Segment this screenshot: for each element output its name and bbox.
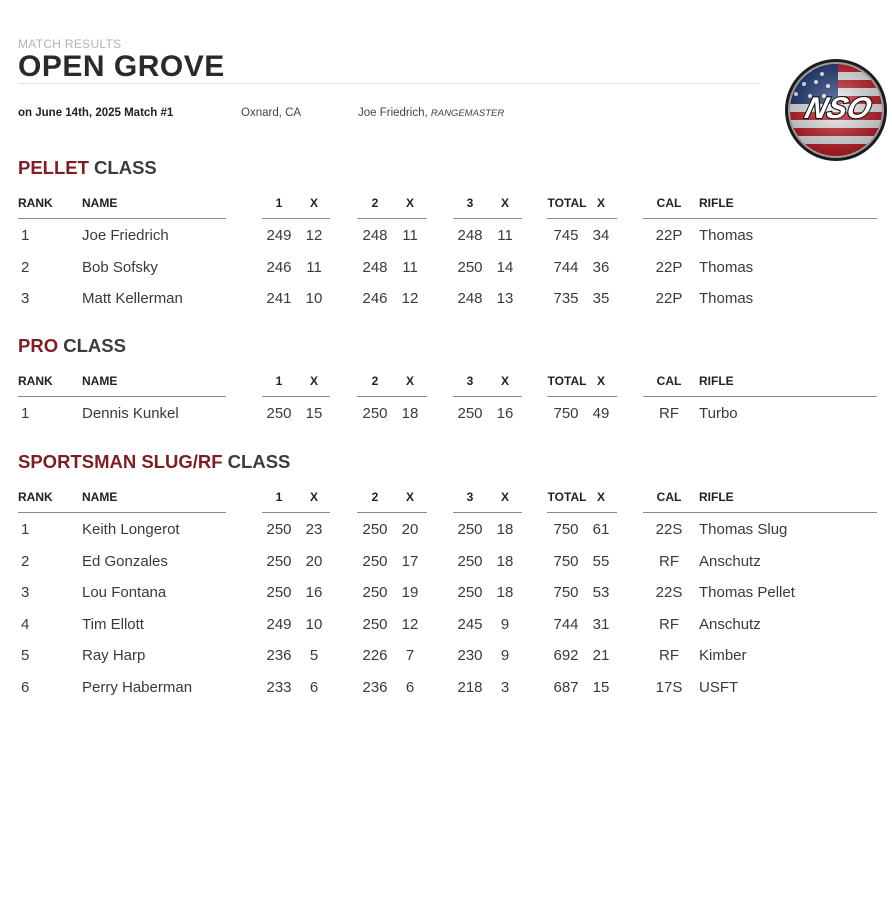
class-heading-suffix: CLASS (58, 335, 126, 356)
page-title: OPEN GROVE (18, 50, 225, 83)
cell-cal: 22S (655, 521, 683, 538)
cell-name: Ray Harp (82, 647, 146, 664)
cell-s3: 248 (457, 290, 483, 307)
cell-s1: 250 (266, 521, 292, 538)
cell-rifle: Thomas Slug (699, 521, 788, 538)
cell-total: 750 (553, 521, 579, 538)
class-heading-highlight: PELLET (18, 157, 89, 178)
cell-total: 744 (553, 615, 579, 633)
cell-name: Perry Haberman (82, 678, 193, 696)
cell-cal: RF (659, 647, 679, 664)
cell-s2: 246 (362, 290, 388, 307)
class-heading (18, 157, 157, 179)
cell-x2: 19 (401, 584, 419, 601)
cell-s1: 249 (266, 227, 292, 244)
cell-rank: 2 (21, 258, 30, 276)
table-row (18, 553, 878, 571)
column-header-s1: 1 (275, 374, 283, 388)
table-row (18, 227, 878, 245)
cell-rifle: Turbo (699, 405, 738, 422)
match-location: Oxnard, CA (241, 107, 302, 119)
class-heading-suffix: CLASS (88, 157, 157, 178)
cell-rank: 1 (21, 227, 30, 244)
column-header-x1: X (309, 490, 319, 504)
cell-xtotal: 49 (592, 405, 610, 422)
cell-rifle: Thomas Pellet (699, 584, 795, 601)
column-header-x2: X (405, 196, 415, 210)
cell-rank: 3 (21, 584, 30, 601)
class-heading-highlight: PRO (18, 335, 59, 356)
column-header-rank: RANK (18, 374, 53, 388)
cell-rank: 4 (21, 615, 30, 633)
column-header-xtotal: X (596, 196, 606, 210)
cell-total: 692 (553, 647, 579, 664)
cell-x2: 17 (401, 552, 419, 570)
cell-s2: 250 (362, 584, 388, 601)
column-header-x3: X (500, 490, 510, 504)
column-header-rank: RANK (18, 196, 53, 210)
cell-xtotal: 53 (592, 584, 610, 601)
cell-x2: 12 (401, 615, 419, 633)
column-header-s2: 2 (371, 490, 379, 504)
cell-total: 750 (553, 584, 579, 601)
column-header-s1: 1 (275, 196, 283, 210)
cell-name: Ed Gonzales (82, 552, 168, 570)
cell-cal: RF (659, 615, 679, 633)
page-subtitle: MATCH RESULTS (18, 37, 122, 51)
header-rule (547, 512, 617, 513)
logo-lettering (802, 91, 876, 124)
cell-rifle: Anschutz (699, 552, 761, 570)
match-date: on June 14th, 2025 Match #1 (18, 107, 174, 119)
column-header-cal: CAL (656, 196, 682, 210)
cell-s2: 248 (362, 227, 388, 244)
header-rule (453, 512, 522, 513)
cell-rifle: Thomas (699, 258, 754, 276)
column-header-total: TOTAL (547, 196, 587, 210)
cell-s3: 250 (457, 552, 483, 570)
table-row (18, 584, 878, 602)
header-rule (357, 218, 427, 219)
cell-rifle: Thomas (699, 290, 754, 307)
table-row (18, 647, 878, 665)
cell-total: 745 (553, 227, 579, 244)
header-rule (453, 396, 522, 397)
column-header-x2: X (405, 490, 415, 504)
cell-total: 735 (553, 290, 579, 307)
cell-name: Tim Ellott (82, 615, 144, 633)
column-header-rifle: RIFLE (699, 490, 734, 504)
cell-rank: 1 (21, 521, 30, 538)
cell-rank: 3 (21, 290, 30, 307)
cell-s3: 230 (457, 647, 483, 664)
cell-x3: 9 (500, 647, 510, 664)
cell-rank: 2 (21, 552, 30, 570)
cell-x3: 16 (496, 405, 514, 422)
cell-x1: 10 (305, 290, 323, 307)
cell-xtotal: 55 (592, 552, 610, 570)
cell-xtotal: 34 (592, 227, 610, 244)
header-rule (18, 218, 226, 219)
cell-x3: 18 (496, 521, 514, 538)
header-rule (547, 218, 617, 219)
cell-s2: 250 (362, 405, 388, 422)
class-heading-highlight: SPORTSMAN SLUG/RF (18, 451, 223, 472)
cell-s1: 250 (266, 552, 292, 570)
column-header-name: NAME (82, 490, 118, 504)
column-header-total: TOTAL (547, 374, 587, 388)
cell-cal: RF (659, 552, 679, 570)
cell-x2: 12 (401, 290, 419, 307)
cell-s2: 250 (362, 552, 388, 570)
header-rule (357, 512, 427, 513)
cell-s1: 250 (266, 405, 292, 422)
cell-x2: 18 (401, 405, 419, 422)
cell-x2: 7 (405, 647, 415, 664)
cell-total: 744 (553, 258, 579, 276)
cell-cal: 22P (655, 290, 683, 307)
cell-xtotal: 61 (592, 521, 610, 538)
cell-x1: 23 (305, 521, 323, 538)
cell-name: Keith Longerot (82, 521, 180, 538)
cell-cal: 22P (655, 258, 683, 276)
rangemaster-name: Joe Friedrich, (358, 107, 428, 119)
cell-s3: 250 (457, 258, 483, 276)
title-divider (18, 83, 759, 84)
cell-x2: 11 (402, 227, 418, 244)
column-header-xtotal: X (596, 374, 606, 388)
cell-cal: 17S (655, 678, 683, 696)
table-row (18, 521, 878, 539)
column-header-x3: X (500, 196, 510, 210)
cell-x1: 6 (309, 678, 319, 696)
cell-s1: 249 (266, 615, 292, 633)
column-header-total: TOTAL (547, 490, 587, 504)
cell-x3: 13 (496, 290, 514, 307)
column-header-cal: CAL (656, 374, 682, 388)
column-header-rifle: RIFLE (699, 374, 734, 388)
cell-xtotal: 36 (592, 258, 610, 276)
cell-total: 750 (553, 552, 579, 570)
class-heading (18, 335, 126, 357)
cell-x1: 10 (305, 615, 323, 633)
header-rule (643, 218, 877, 219)
cell-x1: 12 (305, 227, 323, 244)
column-header-name: NAME (82, 374, 118, 388)
cell-x2: 20 (401, 521, 419, 538)
header-rule (18, 512, 226, 513)
column-header-s2: 2 (371, 374, 379, 388)
cell-rifle: USFT (699, 678, 739, 696)
table-row (18, 616, 878, 634)
cell-name: Joe Friedrich (82, 227, 169, 244)
column-header-name: NAME (82, 196, 118, 210)
table-row (18, 259, 878, 277)
cell-x3: 11 (497, 227, 513, 244)
header-rule (262, 512, 330, 513)
cell-rank: 1 (21, 405, 30, 422)
cell-xtotal: 31 (592, 615, 610, 633)
cell-name: Bob Sofsky (82, 258, 158, 276)
column-header-cal: CAL (656, 490, 682, 504)
column-header-rank: RANK (18, 490, 53, 504)
column-header-x2: X (405, 374, 415, 388)
column-header-s3: 3 (466, 196, 474, 210)
svg-text:NSO: NSO (801, 91, 876, 125)
column-header-s1: 1 (275, 490, 283, 504)
cell-x1: 20 (305, 552, 323, 570)
cell-x1: 11 (306, 258, 322, 276)
column-header-x1: X (309, 374, 319, 388)
cell-s1: 233 (266, 678, 292, 696)
cell-s3: 250 (457, 521, 483, 538)
column-header-rifle: RIFLE (699, 196, 734, 210)
cell-x1: 16 (305, 584, 323, 601)
nso-logo (784, 58, 888, 162)
cell-x3: 18 (496, 552, 514, 570)
cell-x2: 11 (402, 258, 418, 276)
cell-xtotal: 21 (592, 647, 610, 664)
cell-s1: 236 (266, 647, 292, 664)
rangemaster (358, 106, 504, 121)
cell-cal: 22S (655, 584, 683, 601)
cell-rifle: Thomas (699, 227, 754, 244)
column-header-x1: X (309, 196, 319, 210)
header-rule (547, 396, 617, 397)
header-rule (643, 512, 877, 513)
cell-s1: 250 (266, 584, 292, 601)
cell-s3: 218 (457, 678, 483, 696)
cell-s3: 245 (457, 615, 483, 633)
cell-s2: 236 (362, 678, 388, 696)
table-row (18, 290, 878, 308)
cell-x1: 5 (309, 647, 319, 664)
table-row (18, 679, 878, 697)
header-rule (262, 396, 330, 397)
header-rule (643, 396, 877, 397)
cell-name: Dennis Kunkel (82, 405, 179, 422)
cell-s2: 250 (362, 521, 388, 538)
class-heading (18, 451, 290, 473)
cell-name: Lou Fontana (82, 584, 167, 601)
cell-x1: 15 (305, 405, 323, 422)
header-rule (453, 218, 522, 219)
cell-s1: 246 (266, 258, 292, 276)
cell-cal: RF (659, 405, 679, 422)
cell-rifle: Kimber (699, 647, 747, 664)
cell-xtotal: 15 (592, 678, 610, 696)
cell-rank: 5 (21, 647, 30, 664)
cell-total: 750 (553, 405, 579, 422)
cell-s1: 241 (266, 290, 292, 307)
cell-s2: 248 (362, 258, 388, 276)
cell-x3: 9 (500, 615, 510, 633)
cell-x2: 6 (405, 678, 415, 696)
header-rule (18, 396, 226, 397)
cell-s2: 226 (362, 647, 388, 664)
rangemaster-role: RANGEMASTER (430, 108, 505, 119)
column-header-s3: 3 (466, 374, 474, 388)
cell-xtotal: 35 (592, 290, 610, 307)
cell-rank: 6 (21, 678, 30, 696)
cell-x3: 3 (500, 678, 510, 696)
cell-total: 687 (553, 678, 579, 696)
column-header-s3: 3 (466, 490, 474, 504)
class-heading-suffix: CLASS (222, 451, 291, 472)
cell-s3: 250 (457, 405, 483, 422)
column-header-xtotal: X (596, 490, 606, 504)
header-rule (357, 396, 427, 397)
cell-s3: 250 (457, 584, 483, 601)
table-row (18, 405, 878, 423)
cell-s3: 248 (457, 227, 483, 244)
cell-x3: 18 (496, 584, 514, 601)
column-header-x3: X (500, 374, 510, 388)
column-header-s2: 2 (371, 196, 379, 210)
cell-x3: 14 (496, 258, 514, 276)
header-rule (262, 218, 330, 219)
cell-rifle: Anschutz (699, 615, 761, 633)
cell-s2: 250 (362, 615, 388, 633)
cell-name: Matt Kellerman (82, 290, 183, 307)
cell-cal: 22P (655, 227, 683, 244)
